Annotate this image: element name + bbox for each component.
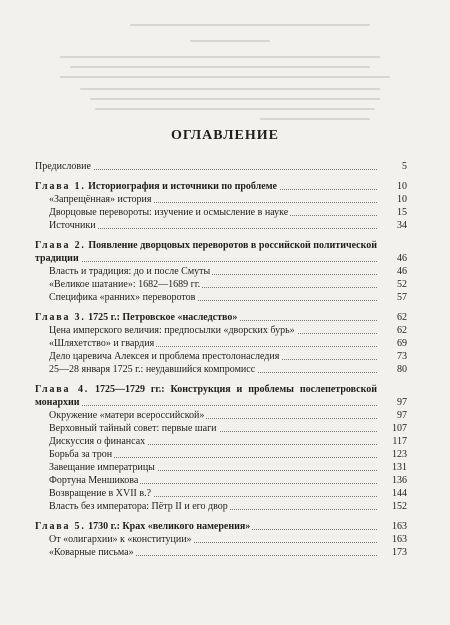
toc-entry-title: От «олигархии» к «конституции» — [49, 534, 192, 545]
toc-entry-title: 25—28 января 1725 г.: неудавшийся компромисс — [49, 364, 256, 375]
toc-page-number: 80 — [397, 364, 407, 375]
dot-leader — [35, 261, 377, 262]
chapter-title: 1725—1729 гг.: Конструкция и проблемы послепетровской монархии — [35, 384, 377, 408]
toc-page-number: 131 — [392, 462, 407, 473]
toc-section[interactable] — [35, 193, 407, 206]
toc-section[interactable] — [35, 533, 407, 546]
chapter-title: 1725 г.: Петровское «наследство» — [88, 312, 238, 323]
chapter-number: Глава 1. — [35, 181, 86, 192]
toc-page-number: 62 — [397, 312, 407, 323]
toc-page-number: 62 — [397, 325, 407, 336]
toc-section[interactable] — [35, 219, 407, 232]
toc-page-number: 117 — [392, 436, 407, 447]
toc-chapter-heading — [35, 521, 252, 532]
toc-section[interactable] — [35, 461, 407, 474]
toc-page-number: 123 — [392, 449, 407, 460]
chapter-title: Появление дворцовых переворотов в российской политической традиции — [35, 240, 377, 264]
toc-page-number: 10 — [397, 181, 407, 192]
toc-page-number: 97 — [397, 410, 407, 421]
toc-entry-title: Власть без императора: Пётр II и его двор — [49, 501, 228, 512]
toc-entry-title: Завещание императрицы — [49, 462, 155, 473]
chapter-number: Глава 4. — [35, 384, 90, 395]
toc-section[interactable] — [35, 206, 407, 219]
toc-entry-title: «Запрещённая» история — [49, 194, 152, 205]
toc-entry-title: «Великое шатание»: 1682—1689 гг. — [49, 279, 201, 290]
toc-section[interactable] — [35, 487, 407, 500]
dot-leader — [35, 405, 377, 406]
toc-entry-title: «Коварные письма» — [49, 547, 134, 558]
toc-page-number: 163 — [392, 521, 407, 532]
toc-entry-title: Цена имперского величия: предпосылки «дворских бурь» — [49, 325, 295, 336]
toc-page-number: 52 — [397, 279, 407, 290]
toc-chapter[interactable] — [35, 311, 407, 324]
toc-page-number: 97 — [397, 397, 407, 408]
chapter-number: Глава 2. — [35, 240, 86, 251]
toc-section[interactable] — [35, 546, 407, 559]
toc-page-number: 152 — [392, 501, 407, 512]
toc-chapter[interactable] — [35, 180, 407, 193]
toc-chapter[interactable] — [35, 520, 407, 533]
table-of-contents — [35, 160, 407, 559]
toc-section[interactable] — [35, 474, 407, 487]
chapter-number: Глава 3. — [35, 312, 86, 323]
toc-section[interactable] — [35, 422, 407, 435]
bleed-through-text — [0, 0, 450, 135]
toc-page-number: 57 — [397, 292, 407, 303]
toc-page-number: 10 — [397, 194, 407, 205]
toc-entry-title: Борьба за трон — [49, 449, 113, 460]
toc-page-number: 136 — [392, 475, 407, 486]
toc-entry-title: Источники — [49, 220, 96, 231]
toc-entry-title: «Шляхетство» и гвардия — [49, 338, 155, 349]
toc-entry-title: Возвращение в XVII в.? — [49, 488, 152, 499]
chapter-title: Историография и источники по проблеме — [88, 181, 277, 192]
toc-entry-title: Дворцовые перевороты: изучение и осмысление в науке — [49, 207, 289, 218]
toc-page-number: 173 — [392, 547, 407, 558]
toc-chapter[interactable] — [35, 383, 407, 409]
toc-entry-title: Окружение «матери всероссийской» — [49, 410, 205, 421]
toc-page-number: 34 — [397, 220, 407, 231]
toc-section[interactable] — [35, 278, 407, 291]
toc-section[interactable] — [35, 324, 407, 337]
toc-section[interactable] — [35, 363, 407, 376]
toc-chapter-heading — [35, 312, 239, 323]
toc-page-number: 73 — [397, 351, 407, 362]
dot-leader — [49, 228, 377, 229]
toc-page-number: 5 — [402, 161, 407, 172]
toc-section[interactable] — [35, 337, 407, 350]
toc-section[interactable] — [35, 350, 407, 363]
toc-section[interactable] — [35, 409, 407, 422]
toc-entry-title: Власть и традиция: до и после Смуты — [49, 266, 211, 277]
toc-entry-title: Специфика «ранних» переворотов — [49, 292, 196, 303]
toc-section[interactable] — [35, 291, 407, 304]
toc-page-number: 46 — [397, 266, 407, 277]
toc-page-number: 69 — [397, 338, 407, 349]
toc-entry-title: Предисловие — [35, 161, 91, 172]
toc-section[interactable] — [35, 500, 407, 513]
toc-section[interactable] — [35, 448, 407, 461]
toc-preface[interactable] — [35, 160, 407, 173]
toc-entry-title: Дело царевича Алексея и проблема престолонаследия — [49, 351, 280, 362]
chapter-title: 1730 г.: Крах «великого намерения» — [88, 521, 251, 532]
toc-page-number: 46 — [397, 253, 407, 264]
toc-section[interactable] — [35, 435, 407, 448]
chapter-number: Глава 5. — [35, 521, 86, 532]
toc-entry-title: Дискуссия о финансах — [49, 436, 146, 447]
toc-chapter[interactable] — [35, 239, 407, 265]
toc-page-number: 107 — [392, 423, 407, 434]
toc-page-number: 144 — [392, 488, 407, 499]
toc-section[interactable] — [35, 265, 407, 278]
toc-entry-title: Верховный тайный совет: первые шаги — [49, 423, 217, 434]
page-title: ОГЛАВЛЕНИЕ — [171, 128, 279, 143]
toc-entry-title: Фортуна Меншикова — [49, 475, 139, 486]
toc-page-number: 163 — [392, 534, 407, 545]
toc-page-number: 15 — [397, 207, 407, 218]
toc-chapter-heading — [35, 181, 279, 192]
